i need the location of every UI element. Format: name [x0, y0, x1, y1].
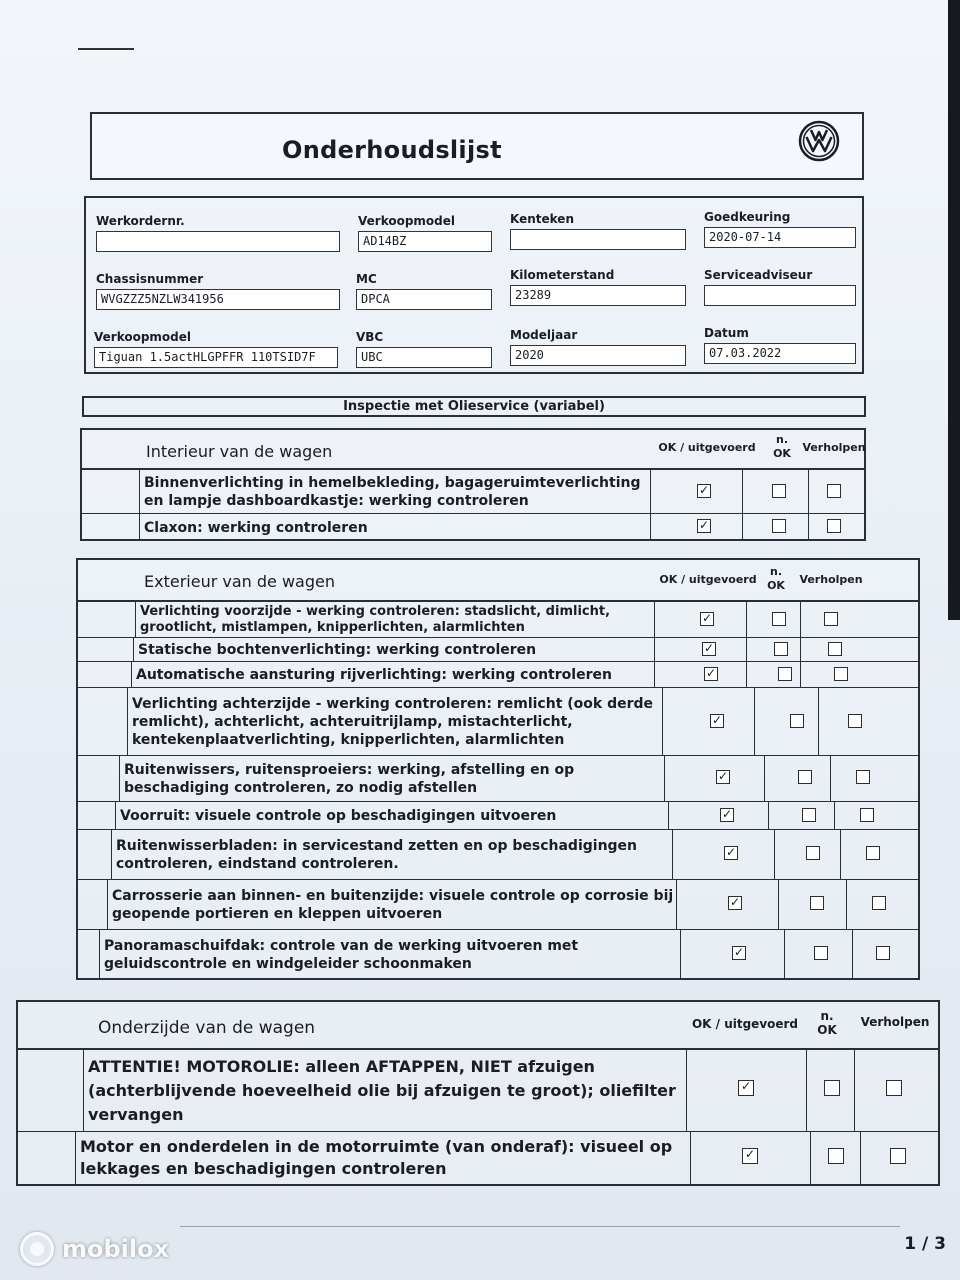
row-divider	[806, 1050, 807, 1131]
row-divider	[680, 930, 681, 980]
page-title: Onderhoudslijst	[282, 136, 502, 164]
field-label: Kilometerstand	[510, 268, 615, 282]
row-text: Statische bochtenverlichting: werking controleren	[138, 641, 537, 658]
nok-checkbox[interactable]	[814, 946, 828, 960]
row-divider	[768, 802, 769, 829]
section-title: Exterieur van de wagen	[144, 572, 335, 591]
row-divider	[778, 880, 779, 929]
row-lead	[82, 470, 140, 513]
field-label: Modeljaar	[510, 328, 578, 342]
section-rows	[78, 602, 918, 978]
field-value: 2020-07-14	[704, 227, 856, 248]
row-divider	[808, 470, 809, 513]
row-divider	[774, 830, 775, 879]
row-divider	[742, 470, 743, 513]
col-ok-header: OK / uitgevoerd	[691, 1017, 799, 1031]
col-nok-header-n: n.	[820, 1009, 834, 1023]
field-value: AD14BZ	[358, 231, 492, 252]
ok-checkbox[interactable]: ✓	[711, 713, 723, 727]
col-nok-header-n: n.	[775, 433, 788, 446]
row-divider	[810, 1132, 811, 1184]
field-value: 2020	[510, 345, 686, 366]
field-verkoopmodel-name	[94, 330, 338, 368]
row-text: Voorruit: visuele controle op beschadigingen uitvoeren	[120, 807, 557, 824]
field-value	[510, 229, 686, 250]
fixed-checkbox[interactable]	[866, 846, 880, 860]
row-text: Claxon: werking controleren	[144, 519, 368, 536]
field-modeljaar	[510, 328, 686, 366]
fixed-checkbox[interactable]	[827, 519, 841, 533]
footer-divider	[180, 1226, 900, 1227]
watermark	[20, 1232, 169, 1266]
ok-checkbox[interactable]: ✓	[698, 518, 710, 532]
row-divider	[834, 802, 835, 829]
nok-checkbox[interactable]	[772, 612, 786, 626]
col-fix-header: Verholpen	[802, 441, 866, 454]
nok-checkbox[interactable]	[798, 770, 812, 784]
nok-checkbox[interactable]	[802, 808, 816, 822]
fixed-checkbox[interactable]	[886, 1080, 902, 1096]
row-divider	[664, 756, 665, 801]
row-divider	[654, 602, 655, 637]
section-header	[82, 430, 864, 470]
ok-checkbox[interactable]: ✓	[729, 895, 741, 909]
row-lead	[78, 662, 132, 687]
row-divider	[800, 602, 801, 637]
row-divider	[662, 688, 663, 755]
nok-checkbox[interactable]	[772, 519, 786, 533]
row-text: Binnenverlichting in hemelbekleding, bagageruimteverlichting en lampje dashboardkastje: werking controleren	[144, 474, 641, 509]
row-lead	[78, 602, 136, 637]
row-lead	[18, 1132, 76, 1184]
section-title: Onderzijde van de wagen	[98, 1018, 316, 1038]
field-value: Tiguan 1.5actHLGPFFR 110TSID7F	[94, 347, 338, 368]
fixed-checkbox[interactable]	[872, 896, 886, 910]
ok-checkbox[interactable]: ✓	[738, 1080, 754, 1096]
field-serviceadviseur	[704, 268, 856, 306]
col-ok-header: OK / uitgevoerd	[658, 441, 756, 454]
ok-checkbox[interactable]: ✓	[733, 945, 745, 959]
nok-checkbox[interactable]	[828, 1148, 844, 1164]
col-nok-header-n: n.	[769, 565, 782, 578]
col-nok-header-ok: OK	[817, 1023, 837, 1037]
dash-mark	[78, 48, 134, 50]
field-label: Goedkeuring	[704, 210, 791, 224]
field-mc	[356, 272, 492, 310]
section-onderzijde	[16, 1000, 940, 1186]
nok-checkbox[interactable]	[810, 896, 824, 910]
page-number: 1 / 3	[904, 1234, 946, 1254]
row-divider	[690, 1132, 691, 1184]
field-label: Serviceadviseur	[704, 268, 813, 282]
row-text: Ruitenwissers, ruitensproeiers: werking, afstelling en op beschadiging controleren, zo nodig afstellen	[124, 761, 575, 796]
field-kenteken	[510, 212, 686, 250]
field-werkordernr	[96, 214, 340, 252]
col-ok-header: OK / uitgevoerd	[659, 573, 757, 586]
row-divider	[650, 470, 651, 513]
row-text: Automatische aansturing rijverlichting: werking controleren	[136, 666, 612, 683]
nok-checkbox[interactable]	[778, 667, 792, 681]
fixed-checkbox[interactable]	[848, 714, 862, 728]
background-edge	[948, 0, 960, 620]
row-lead	[78, 880, 108, 929]
row-divider	[852, 930, 853, 980]
row-lead	[18, 1050, 84, 1131]
section-interieur	[80, 428, 866, 541]
table-row	[78, 688, 918, 756]
row-text: Carrosserie aan binnen- en buitenzijde: visuele controle op corrosie bij geopende portieren en kleppen uitvoeren	[112, 887, 674, 922]
col-nok-header-ok: OK	[767, 579, 785, 592]
row-divider	[676, 880, 677, 929]
field-goedkeuring	[704, 210, 856, 248]
row-lead	[78, 930, 100, 980]
row-divider	[746, 638, 747, 661]
field-vbc	[356, 330, 492, 368]
fixed-checkbox[interactable]	[856, 770, 870, 784]
row-divider	[800, 662, 801, 687]
row-lead	[78, 688, 128, 755]
ok-checkbox[interactable]: ✓	[701, 611, 713, 625]
row-divider	[818, 688, 819, 755]
nok-checkbox[interactable]	[806, 846, 820, 860]
ok-checkbox[interactable]: ✓	[705, 666, 717, 680]
row-divider	[742, 514, 743, 541]
row-divider	[854, 1050, 855, 1131]
row-divider	[808, 514, 809, 541]
field-kilometerstand	[510, 268, 686, 306]
row-divider	[846, 880, 847, 929]
table-row	[78, 930, 918, 980]
table-row	[78, 756, 918, 802]
nok-checkbox[interactable]	[824, 1080, 840, 1096]
fixed-checkbox[interactable]	[827, 484, 841, 498]
row-lead	[82, 514, 140, 541]
row-lead	[78, 638, 134, 661]
inspection-title: Inspectie met Olieservice (variabel)	[82, 396, 866, 417]
table-row	[78, 802, 918, 830]
table-row	[18, 1132, 938, 1184]
fixed-checkbox[interactable]	[824, 612, 838, 626]
row-text: Verlichting voorzijde - werking controleren: stadslicht, dimlicht, grootlicht, mistlampen, knipperlichten, alarmlichten	[140, 603, 611, 635]
field-label: Chassisnummer	[96, 272, 204, 286]
field-label: Verkoopmodel	[94, 330, 192, 344]
table-row	[18, 1050, 938, 1132]
row-divider	[654, 638, 655, 661]
fixed-checkbox[interactable]	[890, 1148, 906, 1164]
row-lead	[78, 802, 116, 829]
row-text: Panoramaschuifdak: controle van de werking uitvoeren met geluidscontrole en windgeleider schoonmaken	[104, 938, 579, 972]
fixed-checkbox[interactable]	[834, 667, 848, 681]
col-nok-header-ok: OK	[773, 447, 791, 460]
field-value: 07.03.2022	[704, 343, 856, 364]
row-text: Verlichting achterzijde - werking controleren: remlicht (ook derde remlicht), achterlicht, achteruitrijlamp, mistachterlicht, kentekenplaatverlichting, knipperlichten, alarmlichten	[132, 695, 654, 748]
table-row	[82, 470, 864, 514]
table-row	[78, 638, 918, 662]
section-title: Interieur van de wagen	[146, 442, 333, 461]
field-datum	[704, 326, 856, 364]
field-label: Werkordernr.	[96, 214, 185, 228]
section-rows	[18, 1050, 938, 1184]
field-value	[96, 231, 340, 252]
col-fix-header: Verholpen	[799, 573, 863, 586]
row-divider	[800, 638, 801, 661]
nok-checkbox[interactable]	[790, 714, 804, 728]
table-row	[82, 514, 864, 541]
section-exterieur	[76, 558, 920, 980]
row-lead	[78, 830, 112, 879]
field-value	[704, 285, 856, 306]
field-value: UBC	[356, 347, 492, 368]
field-value: WVGZZZ5NZLW341956	[96, 289, 340, 310]
ok-checkbox[interactable]: ✓	[717, 769, 729, 783]
row-divider	[840, 830, 841, 879]
row-lead	[78, 756, 120, 801]
ok-checkbox[interactable]: ✓	[721, 807, 733, 821]
ok-checkbox[interactable]: ✓	[703, 641, 715, 655]
ok-checkbox[interactable]: ✓	[725, 845, 737, 859]
row-divider	[654, 662, 655, 687]
row-divider	[672, 830, 673, 879]
field-chassisnummer	[96, 272, 340, 310]
field-label: VBC	[356, 330, 384, 344]
col-fix-header: Verholpen	[860, 1015, 930, 1029]
row-text: Ruitenwisserbladen: in servicestand zetten en op beschadigingen controleren, eindstand controleren.	[116, 837, 638, 872]
field-label: MC	[356, 272, 377, 286]
field-label: Verkoopmodel	[358, 214, 456, 228]
table-row	[78, 830, 918, 880]
table-row	[78, 662, 918, 688]
nok-checkbox[interactable]	[772, 484, 786, 498]
row-divider	[746, 662, 747, 687]
title-box	[90, 112, 864, 180]
section-header	[18, 1002, 938, 1050]
field-value: 23289	[510, 285, 686, 306]
row-divider	[650, 514, 651, 541]
table-row	[78, 880, 918, 930]
field-value: DPCA	[356, 289, 492, 310]
row-divider	[754, 688, 755, 755]
fixed-checkbox[interactable]	[828, 642, 842, 656]
row-divider	[746, 602, 747, 637]
row-text: ATTENTIE! MOTOROLIE: alleen AFTAPPEN, NIET afzuigen (achterblijvende hoeveelheid olie bij afzuigen te groot); oliefilter vervangen	[88, 1056, 676, 1124]
fixed-checkbox[interactable]	[860, 808, 874, 822]
row-divider	[764, 756, 765, 801]
field-label: Datum	[704, 326, 749, 340]
fixed-checkbox[interactable]	[876, 946, 890, 960]
row-divider	[830, 756, 831, 801]
row-divider	[860, 1132, 861, 1184]
vw-logo-icon	[798, 120, 840, 162]
ok-checkbox[interactable]: ✓	[742, 1148, 758, 1164]
nok-checkbox[interactable]	[774, 642, 788, 656]
watermark-text: mobilox	[62, 1235, 170, 1263]
field-verkoopmodel-code	[358, 214, 492, 252]
row-text: Motor en onderdelen in de motorruimte (van onderaf): visueel op lekkages en beschadigingen controleren	[80, 1137, 673, 1178]
section-header	[78, 560, 918, 602]
ok-checkbox[interactable]: ✓	[698, 483, 710, 497]
mobilox-logo-icon	[20, 1232, 54, 1266]
row-divider	[686, 1050, 687, 1131]
vehicle-info-box	[84, 196, 864, 374]
section-rows	[82, 470, 864, 539]
table-row	[78, 602, 918, 638]
field-label: Kenteken	[510, 212, 574, 226]
row-divider	[668, 802, 669, 829]
row-divider	[784, 930, 785, 980]
